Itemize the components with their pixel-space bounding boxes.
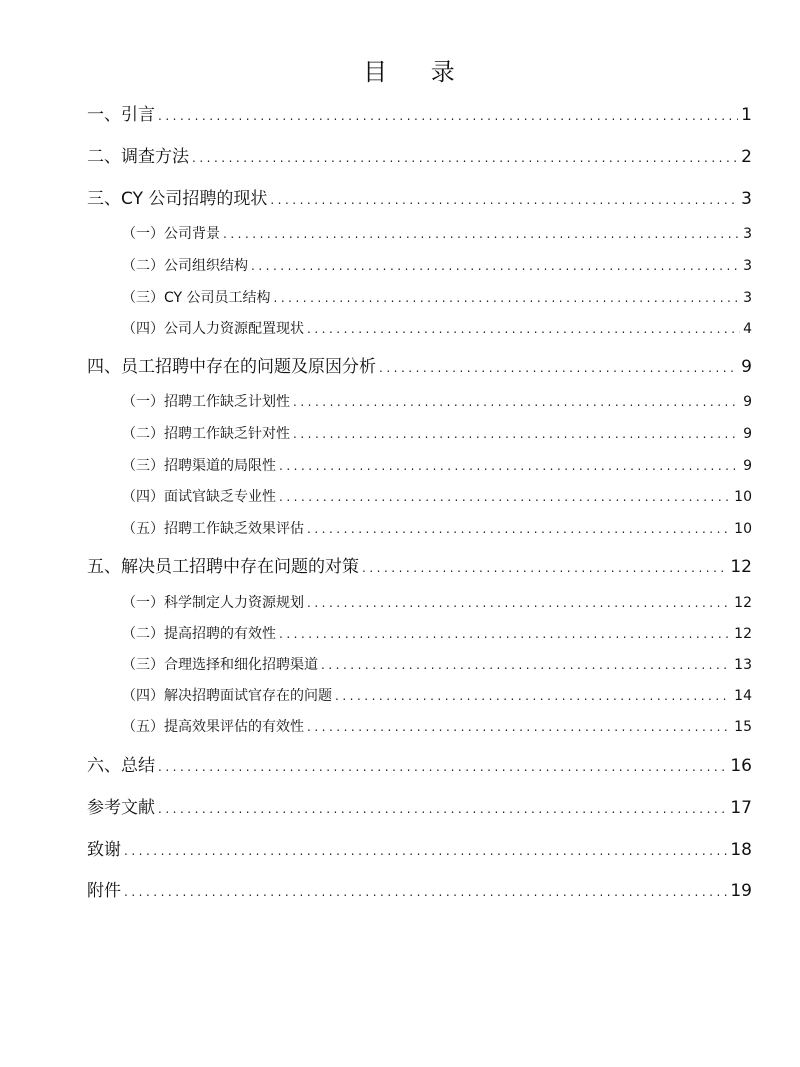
toc-page-number: 12: [730, 557, 752, 577]
dot-leader: [279, 459, 740, 473]
toc-entry-label: （二）招聘工作缺乏针对性: [122, 426, 290, 442]
toc-page-number: 14: [734, 688, 752, 704]
toc-entry-label: 附件: [87, 881, 121, 901]
toc-subentry[interactable]: [122, 716, 752, 736]
toc-subentry[interactable]: [122, 623, 752, 643]
dot-leader: [279, 627, 731, 641]
dot-leader: [307, 720, 731, 734]
toc-page-number: 3: [743, 226, 752, 242]
dot-leader: [192, 151, 738, 165]
toc-subentry[interactable]: [122, 255, 752, 275]
toc-subentry[interactable]: [122, 592, 752, 612]
dot-leader: [223, 227, 740, 241]
toc-page-number: 16: [730, 756, 752, 776]
toc-entry-label: （三）合理选择和细化招聘渠道: [122, 657, 318, 673]
dot-leader: [293, 427, 740, 441]
dot-leader: [124, 844, 727, 858]
toc-page-number: 9: [743, 394, 752, 410]
toc-entry-label: 参考文献: [87, 798, 155, 818]
dot-leader: [251, 259, 740, 273]
dot-leader: [158, 802, 727, 816]
dot-leader: [279, 490, 731, 504]
toc-entry-label: （一）公司背景: [122, 226, 220, 242]
toc-entry-label: （三）招聘渠道的局限性: [122, 458, 276, 474]
toc-entry[interactable]: [87, 100, 752, 125]
toc-entry[interactable]: [87, 835, 752, 860]
dot-leader: [293, 395, 740, 409]
toc-page-number: 15: [734, 719, 752, 735]
toc-page-number: 10: [734, 521, 752, 537]
toc-entry-label: （四）公司人力资源配置现状: [122, 321, 304, 337]
toc-page-number: 3: [741, 189, 752, 209]
toc-entry-label: 五、解决员工招聘中存在问题的对策: [87, 557, 359, 577]
toc-page-number: 19: [730, 881, 752, 901]
toc-entry[interactable]: [87, 352, 752, 377]
toc-subentry[interactable]: [122, 685, 752, 705]
toc-entry-label: （一）招聘工作缺乏计划性: [122, 394, 290, 410]
toc-entry-label: 六、总结: [87, 756, 155, 776]
toc-subentry[interactable]: [122, 287, 752, 307]
dot-leader: [158, 760, 727, 774]
toc-entry[interactable]: [87, 876, 752, 901]
toc-entry-label: （三）CY 公司员工结构: [122, 290, 271, 306]
toc-subentry[interactable]: [122, 223, 752, 243]
toc-entry-label: 致谢: [87, 840, 121, 860]
toc-page-number: 1: [741, 105, 752, 125]
toc-entry-label: 四、员工招聘中存在的问题及原因分析: [87, 357, 376, 377]
dot-leader: [307, 322, 740, 336]
toc-entry[interactable]: [87, 552, 752, 577]
toc-page-number: 13: [734, 657, 752, 673]
dot-leader: [379, 361, 738, 375]
toc-subentry[interactable]: [122, 486, 752, 506]
toc-page-number: 3: [743, 258, 752, 274]
toc-subentry[interactable]: [122, 518, 752, 538]
toc-page-number: 9: [741, 357, 752, 377]
toc-entry-label: （二）公司组织结构: [122, 258, 248, 274]
toc-page-number: 3: [743, 290, 752, 306]
toc-entry-label: 二、调查方法: [87, 147, 189, 167]
toc-page-number: 2: [741, 147, 752, 167]
toc-entry-label: 一、引言: [87, 105, 155, 125]
toc-entry-label: 三、CY 公司招聘的现状: [87, 189, 268, 209]
toc-entry-label: （五）招聘工作缺乏效果评估: [122, 521, 304, 537]
toc-page-number: 17: [730, 798, 752, 818]
toc-page-number: 12: [734, 626, 752, 642]
toc-entry[interactable]: [87, 184, 752, 209]
toc-entry-label: （一）科学制定人力资源规划: [122, 595, 304, 611]
dot-leader: [321, 658, 731, 672]
dot-leader: [270, 193, 738, 207]
toc-page-number: 4: [743, 321, 752, 337]
toc-page-number: 12: [734, 595, 752, 611]
toc-page-number: 9: [743, 426, 752, 442]
dot-leader: [362, 561, 727, 575]
dot-leader: [124, 885, 727, 899]
toc-entry-label: （二）提高招聘的有效性: [122, 626, 276, 642]
toc-page-number: 18: [730, 840, 752, 860]
toc-page-number: 10: [734, 489, 752, 505]
toc-entry[interactable]: [87, 142, 752, 167]
dot-leader: [307, 522, 731, 536]
dot-leader: [307, 596, 731, 610]
toc-subentry[interactable]: [122, 318, 752, 338]
toc-entry-label: （五）提高效果评估的有效性: [122, 719, 304, 735]
toc-subentry[interactable]: [122, 455, 752, 475]
toc-entry[interactable]: [87, 793, 752, 818]
toc-entry-label: （四）面试官缺乏专业性: [122, 489, 276, 505]
toc-subentry[interactable]: [122, 391, 752, 411]
toc-subentry[interactable]: [122, 654, 752, 674]
toc-subentry[interactable]: [122, 423, 752, 443]
dot-leader: [158, 109, 738, 123]
dot-leader: [274, 291, 741, 305]
toc-entry-label: （四）解决招聘面试官存在的问题: [122, 688, 332, 704]
toc-entry[interactable]: [87, 751, 752, 776]
toc-page-number: 9: [743, 458, 752, 474]
toc-title: 目 录: [363, 58, 473, 86]
dot-leader: [335, 689, 731, 703]
